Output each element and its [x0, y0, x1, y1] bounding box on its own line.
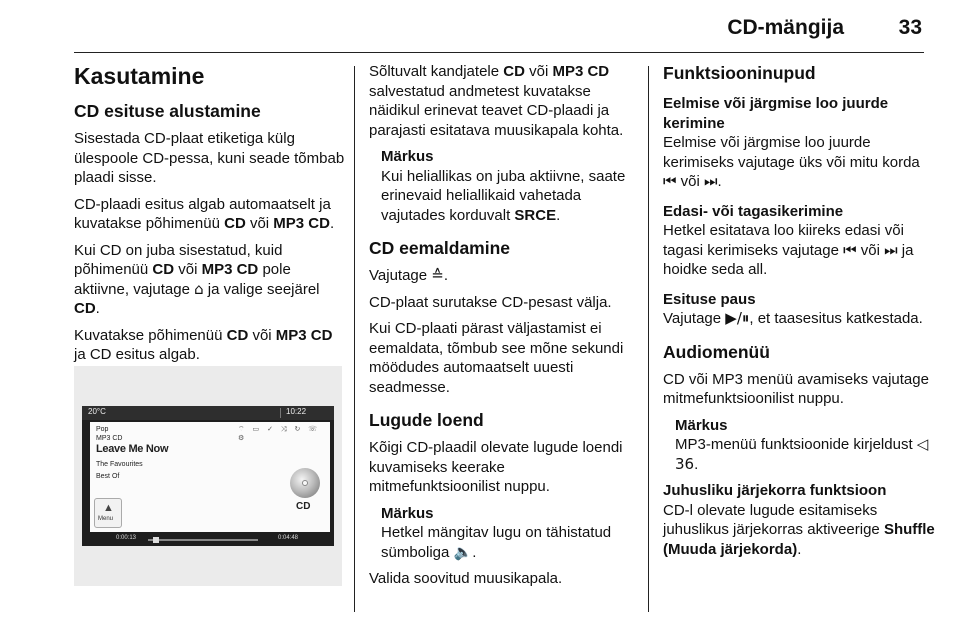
note-heading: Märkus: [381, 504, 434, 522]
status-icons: ⌔ ▭ ✓ ⤨ ↻ ☏ ⚙: [238, 426, 321, 442]
paragraph: Kõigi CD-plaadil olevate lugude loendi kuvamiseks keerake mitmefunktsioonilist nuppu.: [369, 439, 623, 495]
sub-heading: Esituse paus: [663, 290, 756, 308]
menu-button[interactable]: ▲ Menu: [94, 498, 122, 528]
note-heading: Märkus: [675, 416, 728, 434]
page-number: 33: [898, 16, 922, 39]
total-time: 0:04:48: [278, 535, 299, 541]
section-title: Kasutamine: [74, 63, 205, 89]
eject-icon: ≙: [431, 266, 444, 284]
column-3: [663, 62, 935, 566]
paragraph: Eelmise või järgmise loo juurde kerimiseks vajutage üks või mitu korda ⏮ või ⏭.: [663, 134, 920, 190]
play-pause-icon: ▶/⏸: [725, 309, 750, 327]
subsection-title: Lugude loend: [369, 410, 484, 430]
paragraph: CD-l olevate lugude esitamiseks juhuslikus järjekorras aktiveerige Shuffle (Muuda järjekorda).: [663, 501, 935, 558]
home-icon: ⌂: [194, 279, 204, 298]
status-divider: [280, 408, 281, 418]
note-box: [675, 416, 935, 475]
paragraph: CD-plaadi esitus algab automaatselt ja kuvatakse põhimenüü CD või MP3 CD.: [74, 195, 335, 232]
previous-track-icon: ⏮: [843, 240, 857, 259]
progress-handle[interactable]: [153, 537, 159, 543]
subsection-title: CD eemaldamine: [369, 238, 511, 258]
subsection-title: Funktsiooninupud: [663, 63, 816, 83]
cd-main-menu: [90, 422, 330, 532]
header-rule: [74, 52, 924, 53]
paragraph: Hetkel esitatava loo kiireks edasi või tagasi kerimiseks vajutage ⏮ või ⏭ ja hoidke seda all.: [663, 222, 914, 278]
note-heading: Märkus: [381, 148, 434, 165]
note-text: MP3-menüü funktsioonide kirjeldust ◁ 36.: [675, 435, 929, 473]
page-reference: ◁ 36: [675, 435, 929, 473]
status-bar: [82, 406, 334, 420]
paragraph: Vajutage ≙.: [369, 266, 449, 284]
sub-heading: Juhusliku järjekorra funktsioon: [663, 482, 887, 499]
sub-heading: Eelmise või järgmise loo juurde kerimine: [663, 95, 889, 132]
sub-heading: Edasi- või tagasikerimine: [663, 202, 844, 220]
infotainment-screenshot: [74, 366, 342, 586]
note-text: Kui heliallikas on juba aktiivne, saate erinevaid heliallikaid vahetada vajutades korduvalt SRCE.: [381, 167, 626, 224]
note-text: Hetkel mängitav lugu on tähistatud sümboliga 🔈.: [381, 524, 612, 561]
paragraph: CD-plaat surutakse CD-pesast välja.: [369, 293, 612, 311]
paragraph: Kui CD-plaati pärast väljastamist ei eemaldata, tõmbub see mõne sekundi möödudes automaatselt uuesti seadmesse.: [369, 320, 624, 396]
subsection-title: Audiomenüü: [663, 341, 770, 362]
genre-label: Pop: [96, 426, 109, 433]
paragraph: Kuvatakse põhimenüü CD või MP3 CD ja CD esitus algab.: [74, 326, 333, 363]
temperature-readout: 20°C: [88, 407, 106, 416]
next-track-icon: ⏭: [884, 240, 898, 259]
elapsed-time: 0:00:13: [116, 535, 137, 541]
display-screen: [82, 406, 334, 546]
source-label: MP3 CD: [96, 435, 123, 442]
paragraph: Sisestada CD-plaat etiketiga külg ülespoole CD-pessa, kuni seade tõmbab plaadi sisse.: [74, 130, 345, 186]
paragraph: Valida soovitud muusikapala.: [369, 570, 563, 587]
next-track-icon: ⏭: [704, 172, 718, 190]
column-1: [74, 62, 346, 372]
cd-disc-icon: [290, 468, 320, 498]
progress-area: [82, 534, 334, 546]
paragraph: Sõltuvalt kandjatele CD või MP3 CD salvestatud andmetest kuvatakse näidikul erinevat teavet CD-plaadi ja parajasti esitatava muusikapala kohta.: [369, 63, 624, 139]
column-divider: [354, 66, 355, 612]
subsection-title: CD esituse alustamine: [74, 101, 261, 121]
paragraph: Kui CD on juba sisestatud, kuid põhimenüü CD või MP3 CD pole aktiivne, vajutage ⌂ ja valige seejärel CD.: [74, 241, 320, 317]
track-title: Leave Me Now: [96, 443, 169, 455]
previous-track-icon: ⏮: [663, 172, 677, 190]
person-icon: ▲: [103, 502, 114, 514]
speaker-icon: 🔈: [453, 542, 473, 561]
note-box: [381, 147, 639, 225]
paragraph: Vajutage ▶/⏸, et taasesitus katkestada.: [663, 309, 923, 327]
note-box: [381, 504, 639, 563]
cd-label: CD: [296, 501, 311, 512]
artist-label: The Favourites: [96, 461, 143, 468]
paragraph: CD või MP3 menüü avamiseks vajutage mitmefunktsioonilist nuppu.: [663, 370, 929, 407]
clock-readout: 10:22: [286, 407, 307, 416]
progress-bar[interactable]: [148, 539, 258, 541]
column-2: [369, 62, 639, 596]
chapter-title: CD-mängija: [727, 16, 844, 39]
column-divider: [648, 66, 649, 612]
album-label: Best Of: [96, 473, 120, 480]
